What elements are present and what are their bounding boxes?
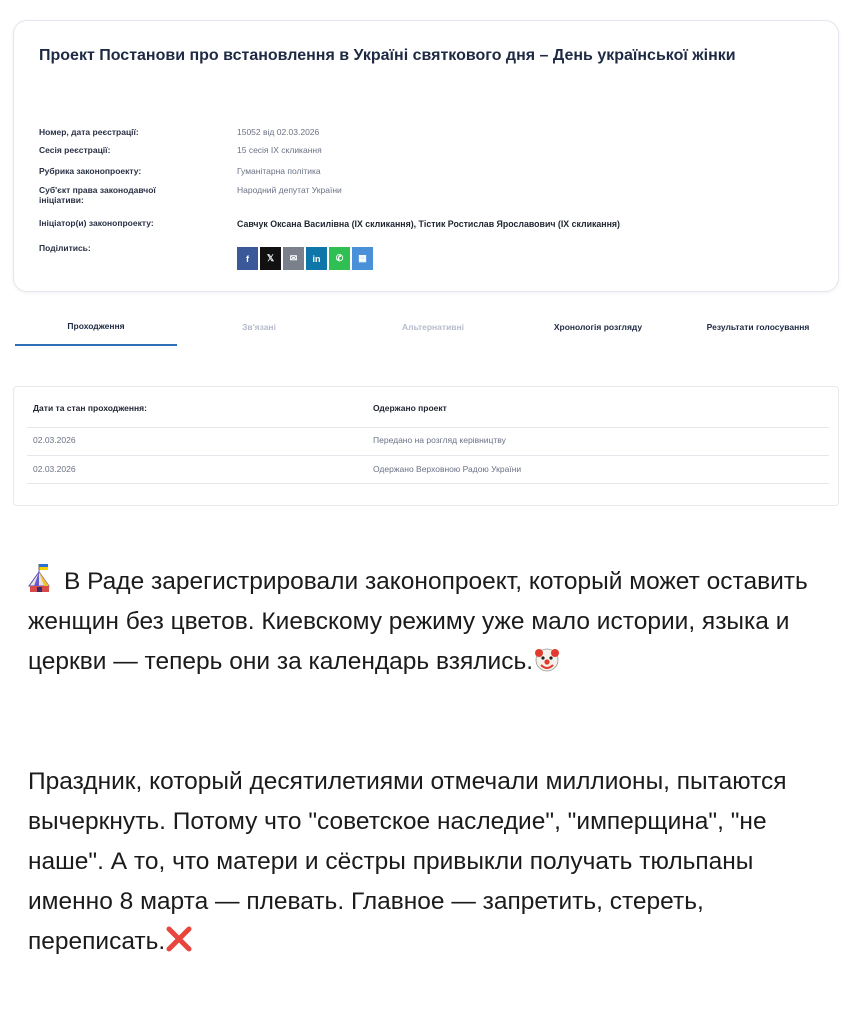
post-text-1: В Раде зарегистрировали законопроект, который может оставить женщин без цветов. Киевскому режиму уже мало истории, языка и церкви — теперь они за календарь взялись. — [28, 568, 808, 675]
tab-alternative[interactable]: Альтернативні — [401, 322, 465, 332]
facebook-icon: f — [246, 253, 249, 264]
field-label-session: Сесія реєстрації: — [39, 145, 111, 155]
divider — [27, 455, 829, 456]
share-buttons — [237, 247, 373, 270]
tab-voting-results[interactable]: Результати голосування — [706, 322, 810, 332]
progress-header-status: Одержано проект — [373, 403, 447, 413]
field-value-registration: 15052 від 02.03.2026 — [237, 127, 320, 137]
field-label-registration: Номер, дата реєстрації: — [39, 127, 139, 137]
whatsapp-icon: ✆ — [335, 253, 344, 263]
field-value-initiators[interactable]: Савчук Оксана Василівна (IX скликання), Тістик Ростислав Ярославович (IX скликання) — [237, 219, 620, 229]
field-label-rubric: Рубрика законопроекту: — [39, 166, 142, 176]
bill-title: Проект Постанови про встановлення в Україні святкового дня – День української жінки — [39, 47, 736, 64]
post-text-2: Праздник, который десятилетиями отмечали миллионы, пытаются вычеркнуть. Потому что "советское наследие", "имперщина", "не наше". А то, что матери и сёстры привыкли получать тюльпаны именно 8 марта — плевать. Главное — запретить, стереть, переписать. — [28, 768, 787, 955]
qr-code-button[interactable] — [352, 247, 373, 270]
linkedin-icon: in — [312, 253, 321, 264]
progress-table — [13, 386, 839, 506]
qr-code-icon: ▦ — [358, 253, 367, 263]
circus-tent-icon — [28, 564, 64, 594]
progress-row-status: Одержано Верховною Радою України — [373, 464, 522, 474]
tab-progress[interactable]: Проходження — [15, 308, 177, 346]
tab-chronology[interactable]: Хронологія розгляду — [553, 322, 643, 332]
linkedin-share-button[interactable] — [306, 247, 327, 270]
field-value-session: 15 сесія IX скликання — [237, 145, 322, 155]
divider — [27, 427, 829, 428]
progress-header-dates: Дати та стан проходження: — [33, 403, 147, 413]
field-label-initiators: Ініціатор(и) законопроекту: — [39, 218, 154, 228]
field-value-rubric: Гуманітарна політика — [237, 166, 321, 176]
progress-row-status: Передано на розгляд керівництву — [373, 435, 506, 445]
x-icon: 𝕏 — [266, 253, 275, 263]
bill-info-card — [13, 20, 839, 292]
field-value-subject: Народний депутат України — [237, 185, 342, 195]
divider — [27, 483, 829, 484]
email-share-button[interactable] — [283, 247, 304, 270]
progress-row-date: 02.03.2026 — [33, 464, 76, 474]
x-share-button[interactable] — [260, 247, 281, 270]
progress-row-date: 02.03.2026 — [33, 435, 76, 445]
post-paragraph-1 — [28, 562, 828, 682]
tab-related[interactable]: Зв'язані — [242, 322, 276, 332]
red-cross-icon — [165, 924, 201, 954]
clown-face-icon — [533, 644, 569, 674]
post-paragraph-2 — [28, 762, 828, 962]
field-label-share: Поділитись: — [39, 243, 91, 253]
whatsapp-share-button[interactable] — [329, 247, 350, 270]
facebook-share-button[interactable] — [237, 247, 258, 270]
bill-tabs — [13, 308, 839, 348]
field-label-subject: Суб'єкт права законодавчої ініціативи: — [39, 185, 156, 205]
email-icon: ✉ — [289, 253, 298, 263]
